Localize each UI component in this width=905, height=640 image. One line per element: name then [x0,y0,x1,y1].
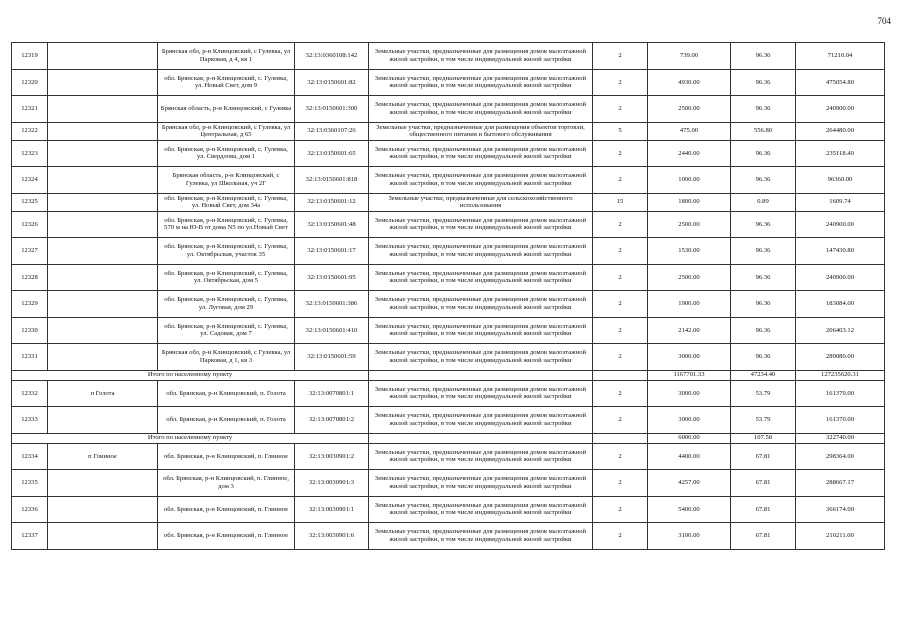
group-cell: 2 [593,443,648,470]
address-cell: Брянская обл, р-н Клинцовский, с Гулевка, ул Парковая, д 1, кв 3 [158,344,295,371]
cadastral-value-cell: 161370.00 [796,380,885,407]
locality-cell [48,407,158,434]
rate-cell: 96.36 [731,317,796,344]
table-row [12,238,885,265]
land-purpose-cell: Земельные участки, предназначенные для размещения домов малоэтажной жилой застройки, в том числе индивидуальной жилой застройки [369,96,593,123]
cadastral-number-cell: 32:13:0150601:95 [295,264,369,291]
locality-cell [48,193,158,211]
locality-cell [48,523,158,550]
locality-cell [48,211,158,238]
area-cell: 4930.00 [648,69,731,96]
address-cell: обл. Брянская, р-н Клинцовский, с. Гулевка, ул. Свердлова, дом 1 [158,140,295,167]
land-purpose-cell: Земельные участки, предназначенные для размещения домов малоэтажной жилой застройки, в том числе индивидуальной жилой застройки [369,211,593,238]
rate-cell: 96.36 [731,167,796,194]
cadastral-number-cell: 32:13:0150601:818 [295,167,369,194]
cadastral-number-cell: 32:13:0150601:300 [295,96,369,123]
rate-cell: 67.81 [731,523,796,550]
rate-cell: 96.36 [731,69,796,96]
group-cell: 2 [593,211,648,238]
rate-cell: 96.36 [731,264,796,291]
row-id-cell: 12335 [12,470,48,497]
locality-cell [48,96,158,123]
group-cell: 15 [593,193,648,211]
address-cell: обл. Брянская, р-н Клинцовский, с. Гулевка, ул. Октябрьская, дом 5 [158,264,295,291]
row-id-cell: 12337 [12,523,48,550]
group-cell: 2 [593,317,648,344]
address-cell: Брянская область, р-н Клинцовский, с Гулевка [158,96,295,123]
locality-cell [48,43,158,70]
group-cell: 2 [593,140,648,167]
land-purpose-cell: Земельные участки, предназначенные для размещения домов малоэтажной жилой застройки, в том числе индивидуальной жилой застройки [369,264,593,291]
cadastral-value-cell: 366174.00 [796,496,885,523]
rate-cell: 96.36 [731,96,796,123]
group-cell: 2 [593,344,648,371]
cadastral-number-cell: 32:13:0030901:1 [295,496,369,523]
total-purpose-cell [369,433,593,443]
land-purpose-cell: Земельные участки, предназначенные для размещения домов малоэтажной жилой застройки, в том числе индивидуальной жилой застройки [369,167,593,194]
table-row [12,523,885,550]
cadastral-value-cell: 183084.00 [796,291,885,318]
cadastral-value-cell: 264480.00 [796,122,885,140]
address-cell: Брянская область, р-н Клинцовский, с Гулевка, ул Школьная, уч 2Г [158,167,295,194]
table-row [12,167,885,194]
land-purpose-cell: Земельные участки, предназначенные для размещения домов малоэтажной жилой застройки, в том числе индивидуальной жилой застройки [369,43,593,70]
row-id-cell: 12322 [12,122,48,140]
address-cell: обл. Брянская, р-н Клинцовский, п. Голота [158,380,295,407]
cadastral-value-table [11,42,885,550]
cadastral-number-cell: 32:13:0070801:2 [295,407,369,434]
rate-cell: 96.36 [731,238,796,265]
area-cell: 4400.00 [648,443,731,470]
rate-cell: 96.36 [731,344,796,371]
land-purpose-cell: Земельные участки, предназначенные для размещения домов малоэтажной жилой застройки, в том числе индивидуальной жилой застройки [369,69,593,96]
locality-cell [48,140,158,167]
table-row [12,140,885,167]
table-row [12,193,885,211]
cadastral-value-cell: 1609.74 [796,193,885,211]
cadastral-number-cell: 32:13:0150601:59 [295,344,369,371]
total-row [12,370,885,380]
total-purpose-cell [369,370,593,380]
address-cell: обл. Брянская, р-н Клинцовский, п. Глинное [158,523,295,550]
land-purpose-cell: Земельные участки, предназначенные для размещения домов малоэтажной жилой застройки, в том числе индивидуальной жилой застройки [369,317,593,344]
group-cell: 2 [593,291,648,318]
locality-cell [48,496,158,523]
locality-cell [48,317,158,344]
total-area-cell: 6000.00 [648,433,731,443]
address-cell: обл. Брянская, р-н Клинцовский, п. Глинное [158,496,295,523]
row-id-cell: 12319 [12,43,48,70]
row-id-cell: 12321 [12,96,48,123]
cadastral-number-cell: 32:13:0150601:48 [295,211,369,238]
row-id-cell: 12327 [12,238,48,265]
land-purpose-cell: Земельные участки, предназначенные для размещения домов малоэтажной жилой застройки, в том числе индивидуальной жилой застройки [369,443,593,470]
rate-cell: 96.36 [731,211,796,238]
row-id-cell: 12323 [12,140,48,167]
group-cell: 2 [593,238,648,265]
total-rate-cell: 47234.40 [731,370,796,380]
land-purpose-cell: Земельные участки, предназначенные для размещения домов малоэтажной жилой застройки, в том числе индивидуальной жилой застройки [369,344,593,371]
locality-cell: п Глинное [48,443,158,470]
area-cell: 4257.00 [648,470,731,497]
area-cell: 1000.00 [648,167,731,194]
table-row [12,69,885,96]
row-id-cell: 12331 [12,344,48,371]
row-id-cell: 12328 [12,264,48,291]
address-cell: обл. Брянская, р-н Клинцовский, с. Гулевка, ул. Новый Свет, дом 9 [158,69,295,96]
cadastral-value-cell: 161370.00 [796,407,885,434]
total-row [12,433,885,443]
total-group-cell [593,433,648,443]
row-id-cell: 12333 [12,407,48,434]
cadastral-value-cell: 210211.00 [796,523,885,550]
table-row [12,264,885,291]
address-cell: обл. Брянская, р-н Клинцовский, с. Гулевка, 570 м на Ю-В от дома N5 по ул.Новый Свет [158,211,295,238]
table-row [12,443,885,470]
row-id-cell: 12332 [12,380,48,407]
cadastral-value-cell: 240900.00 [796,264,885,291]
locality-cell [48,69,158,96]
cadastral-number-cell: 32:13:0030901:6 [295,523,369,550]
total-area-cell: 1167701.33 [648,370,731,380]
locality-cell [48,122,158,140]
table-body [12,43,885,550]
area-cell: 1900.00 [648,291,731,318]
row-id-cell: 12326 [12,211,48,238]
address-cell: обл. Брянская, р-н Клинцовский, п. Голота [158,407,295,434]
group-cell: 5 [593,122,648,140]
rate-cell: 96.36 [731,291,796,318]
total-label: Итого по населенному пункту [12,370,369,380]
group-cell: 2 [593,96,648,123]
cadastral-number-cell: 32:13:0150601:82 [295,69,369,96]
table-row [12,122,885,140]
row-id-cell: 12336 [12,496,48,523]
locality-cell [48,264,158,291]
rate-cell: 67.81 [731,496,796,523]
total-group-cell [593,370,648,380]
cadastral-value-cell: 96360.00 [796,167,885,194]
cadastral-number-cell: 32:13:0360107:26 [295,122,369,140]
land-purpose-cell: Земельные участки, предназначенные для сельскохозяйственного использования [369,193,593,211]
page-number: 704 [877,16,891,26]
cadastral-number-cell: 32:13:0150601:12 [295,193,369,211]
group-cell: 2 [593,496,648,523]
locality-cell [48,291,158,318]
area-cell: 475.00 [648,122,731,140]
row-id-cell: 12320 [12,69,48,96]
area-cell: 739.00 [648,43,731,70]
rate-cell: 53.79 [731,380,796,407]
address-cell: обл. Брянская, р-н Клинцовский, с. Гулевка, ул. Садовая, дом 7 [158,317,295,344]
land-purpose-cell: Земельные участки, предназначенные для размещения домов малоэтажной жилой застройки, в том числе индивидуальной жилой застройки [369,380,593,407]
row-id-cell: 12334 [12,443,48,470]
cadastral-number-cell: 32:13:0150601:386 [295,291,369,318]
address-cell: обл. Брянская, р-н Клинцовский, с. Гулевка, ул. Новый Свет, дом 34а [158,193,295,211]
cadastral-number-cell: 32:13:0030901:3 [295,470,369,497]
table-row [12,291,885,318]
address-cell: Брянская обл, р-н Клинцовский, с Гулевка, ул Центральная, д 65 [158,122,295,140]
address-cell: обл. Брянская, р-н Клинцовский, с. Гулевка, ул. Октябрьская, участок 35 [158,238,295,265]
land-purpose-cell: Земельные участки, предназначенные для размещения домов малоэтажной жилой застройки, в том числе индивидуальной жилой застройки [369,470,593,497]
rate-cell: 67.81 [731,470,796,497]
area-cell: 3000.00 [648,407,731,434]
total-value-cell: 127235620.31 [796,370,885,380]
group-cell: 2 [593,69,648,96]
area-cell: 5400.00 [648,496,731,523]
area-cell: 3000.00 [648,344,731,371]
table-row [12,344,885,371]
cadastral-number-cell: 32:13:0030901:2 [295,443,369,470]
rate-cell: 556.80 [731,122,796,140]
cadastral-number-cell: 32:13:0150601:17 [295,238,369,265]
cadastral-number-cell: 32:13:0150601:65 [295,140,369,167]
rate-cell: 0.89 [731,193,796,211]
rate-cell: 96.36 [731,43,796,70]
area-cell: 1530.00 [648,238,731,265]
rate-cell: 53.79 [731,407,796,434]
cadastral-value-cell: 288667.17 [796,470,885,497]
area-cell: 2440.00 [648,140,731,167]
land-purpose-cell: Земельные участки, предназначенные для размещения домов малоэтажной жилой застройки, в том числе индивидуальной жилой застройки [369,238,593,265]
area-cell: 2142.00 [648,317,731,344]
row-id-cell: 12329 [12,291,48,318]
rate-cell: 67.81 [731,443,796,470]
table-row [12,317,885,344]
group-cell: 2 [593,523,648,550]
group-cell: 2 [593,380,648,407]
total-value-cell: 322740.00 [796,433,885,443]
group-cell: 2 [593,407,648,434]
table-row [12,470,885,497]
cadastral-value-cell: 475054.80 [796,69,885,96]
table-row [12,43,885,70]
group-cell: 2 [593,264,648,291]
cadastral-value-cell: 235118.40 [796,140,885,167]
land-purpose-cell: Земельные участки, предназначенные для размещения объектов торговли, общественного питания и бытового обслуживания [369,122,593,140]
address-cell: обл. Брянская, р-н Клинцовский, п. Глинное [158,443,295,470]
table-row [12,496,885,523]
locality-cell [48,344,158,371]
land-purpose-cell: Земельные участки, предназначенные для размещения домов малоэтажной жилой застройки, в том числе индивидуальной жилой застройки [369,407,593,434]
group-cell: 2 [593,43,648,70]
cadastral-number-cell: 32:13:0360108:142 [295,43,369,70]
cadastral-value-cell: 71210.04 [796,43,885,70]
locality-cell: п Голота [48,380,158,407]
cadastral-value-cell: 240900.00 [796,96,885,123]
total-label: Итого по населенному пункту [12,433,369,443]
land-purpose-cell: Земельные участки, предназначенные для размещения домов малоэтажной жилой застройки, в том числе индивидуальной жилой застройки [369,291,593,318]
cadastral-value-cell: 206403.12 [796,317,885,344]
area-cell: 2500.00 [648,96,731,123]
row-id-cell: 12324 [12,167,48,194]
table-row [12,407,885,434]
address-cell: обл. Брянская, р-н Клинцовский, с. Гулевка, ул. Луговая, дом 29 [158,291,295,318]
cadastral-value-cell: 147430.80 [796,238,885,265]
area-cell: 1800.00 [648,193,731,211]
cadastral-number-cell: 32:13:0070801:1 [295,380,369,407]
address-cell: обл. Брянская, р-н Клинцовский, п. Глинное, дом 3 [158,470,295,497]
address-cell: Брянская обл, р-н Клинцовский, с Гулевка, ул Парковая, д 4, кв 1 [158,43,295,70]
table-row [12,96,885,123]
locality-cell [48,167,158,194]
table-row [12,380,885,407]
table-row [12,211,885,238]
area-cell: 3100.00 [648,523,731,550]
area-cell: 3000.00 [648,380,731,407]
land-purpose-cell: Земельные участки, предназначенные для размещения домов малоэтажной жилой застройки, в том числе индивидуальной жилой застройки [369,523,593,550]
group-cell: 2 [593,470,648,497]
cadastral-value-cell: 289080.00 [796,344,885,371]
cadastral-number-cell: 32:13:0150601:410 [295,317,369,344]
row-id-cell: 12330 [12,317,48,344]
area-cell: 2500.00 [648,211,731,238]
land-purpose-cell: Земельные участки, предназначенные для размещения домов малоэтажной жилой застройки, в том числе индивидуальной жилой застройки [369,140,593,167]
rate-cell: 96.36 [731,140,796,167]
locality-cell [48,238,158,265]
area-cell: 2500.00 [648,264,731,291]
locality-cell [48,470,158,497]
land-purpose-cell: Земельные участки, предназначенные для размещения домов малоэтажной жилой застройки, в том числе индивидуальной жилой застройки [369,496,593,523]
total-rate-cell: 107.58 [731,433,796,443]
row-id-cell: 12325 [12,193,48,211]
group-cell: 2 [593,167,648,194]
cadastral-value-cell: 240900.00 [796,211,885,238]
cadastral-value-cell: 298364.00 [796,443,885,470]
